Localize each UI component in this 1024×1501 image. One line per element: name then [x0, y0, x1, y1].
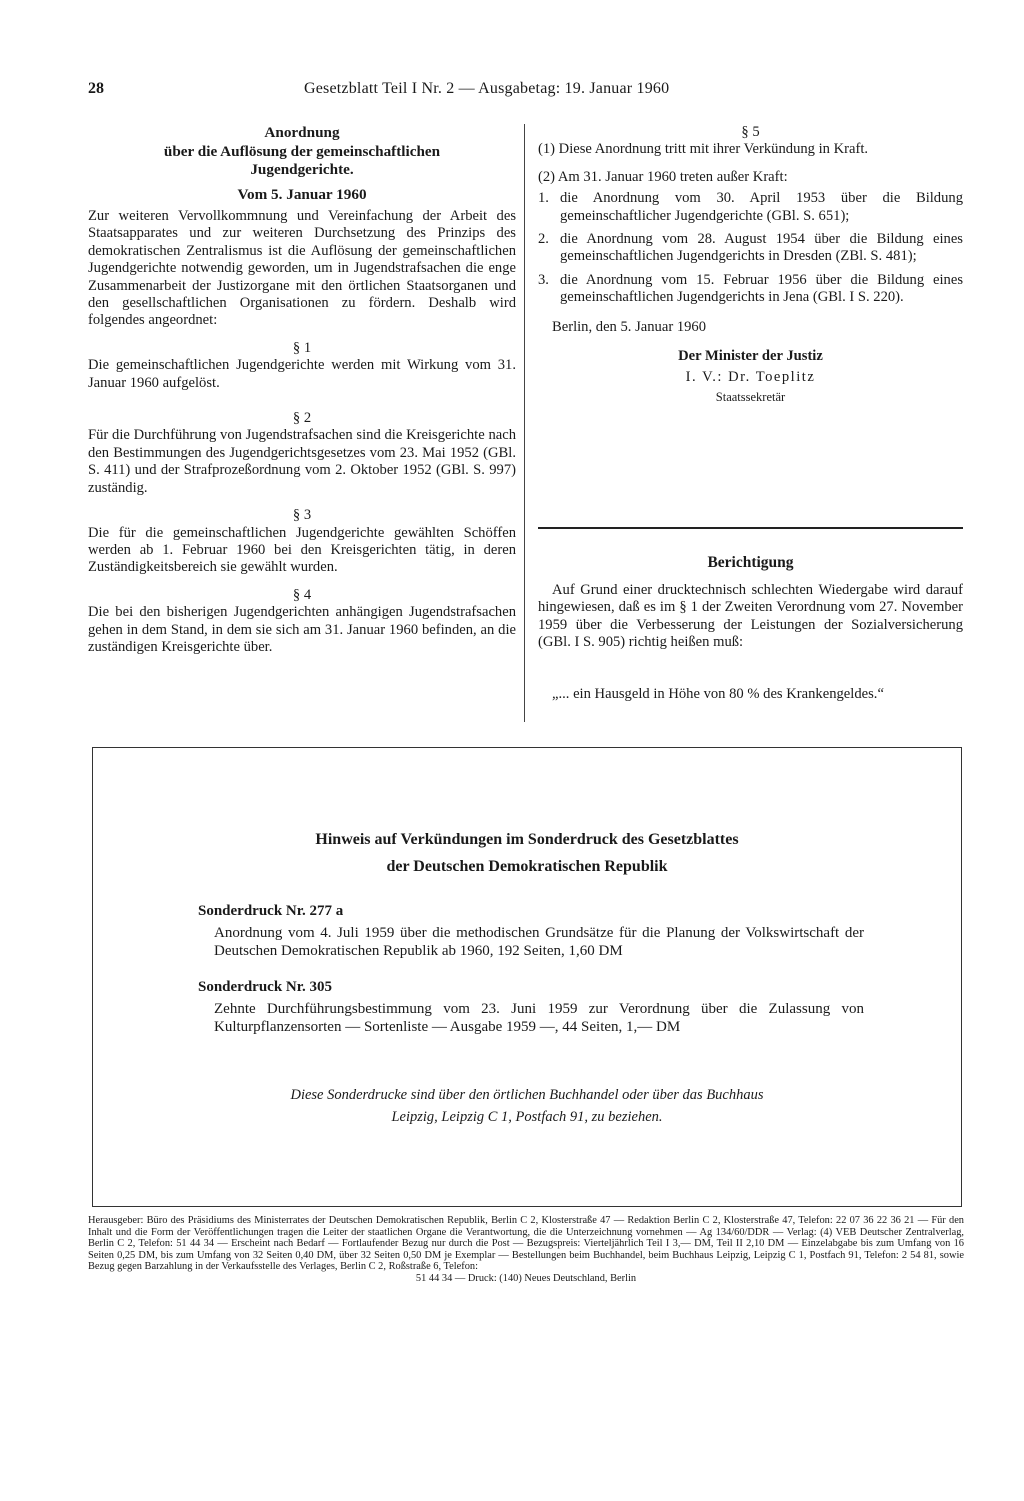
special-print-notice-box — [92, 747, 962, 1207]
signatory-name: I. V.: Dr. Toeplitz — [685, 369, 816, 386]
order-note-line2: Leipzig, Leipzig C 1, Postfach 91, zu beziehen. — [391, 1109, 663, 1125]
place-date: Berlin, den 5. Januar 1960 — [552, 318, 707, 335]
section-5-para2: (2) Am 31. Januar 1960 treten außer Kraft: — [538, 168, 788, 185]
notice-title-line2: der Deutschen Demokratischen Republik — [386, 858, 668, 875]
section-2-text: Für die Durchführung von Jugendstrafsachen sind die Kreisgerichte nach den Bestimmungen des Jugendgerichtsgesetzes vom 23. Mai 1952 (GBl. S. 411) und der Strafprozeßordnung vom 2. Oktober 1952 (GBl. S. 997) zuständig. — [88, 427, 516, 496]
special-print-305-label: Sonderdruck Nr. 305 — [198, 979, 333, 995]
section-4-text: Die bei den bisherigen Jugendgerichten anhängigen Jugendstrafsachen gehen in dem Stand, in dem sie sich am 31. Januar 1960 befinden, an die zuständigen Kreisgerichte über. — [88, 604, 516, 655]
order-title-line3: Jugendgerichte. — [250, 161, 354, 178]
running-head: Gesetzblatt Teil I Nr. 2 — Ausgabetag: 19. Januar 1960 — [304, 80, 670, 97]
repealed-list — [538, 190, 963, 306]
special-print-277a-label: Sonderdruck Nr. 277 a — [198, 903, 344, 919]
section-3-text: Die für die gemeinschaftlichen Jugendgerichte gewählten Schöffen werden ab 1. Februar 1960 bei den Kreisgerichten tätig, in deren Zuständigkeitsbereich sie gewählt wurden. — [88, 524, 516, 576]
special-print-277a-text: Anordnung vom 4. Juli 1959 über die methodischen Grundsätze für die Planung der Volkswirtschaft der Deutschen Demokratischen Republik ab 1960, 192 Seiten, 1,60 DM — [214, 925, 864, 959]
preamble: Zur weiteren Vervollkommnung und Vereinfachung der Arbeit des Staatsapparates und zur weiteren Durchsetzung des Prinzips des demokratischen Zentralismus ist die Auflösung der gemeinschaftlichen Jugendgerichte notwendig geworden, um in Jugendstrafsachen die enge Zusammenarbeit der Justizorgane mit den örtlichen Staatsorganen und den gesellschaftlichen Organisationen zu fördern. Deshalb wird folgendes angeordnet: — [88, 208, 516, 329]
imprint-text: Herausgeber: Büro des Präsidiums des Ministerrates der Deutschen Demokratischen Republik, Berlin C 2, Klosterstraße 47 — Redaktion Berlin C 2, Klosterstraße 47, Telefon: 22 07 36 22 36 21 — Für den Inhalt und die Form der Veröffentlichungen tragen die Leiter der staatlichen Organe die Verantwortung, die die Unterzeichnung vornehmen — Ag 134/60/DDR — Verlag: (4) VEB Deutscher Zentralverlag, Berlin C 2, Telefon: 51 44 34 — Erscheint nach Bedarf — Fortlaufender Bezug nur durch die Post — Bezugspreis: Vierteljährlich Teil I 3,— DM, Teil II 2,10 DM — Einzelabgabe bis zum Umfang von 16 Seiten 0,25 DM, bis zum Umfang von 32 Seiten 0,40 DM, über 32 Seiten 0,50 DM je Exemplar — Bestellungen beim Buchhandel, beim Buchhaus Leipzig, Leipzig C 1, Postfach 91, Telefon: 2 54 81, sowie Bezug gegen Barzahlung in der Verkaufsstelle des Verlages, Berlin C 2, Roßstraße 6, Telefon: — [88, 1215, 964, 1273]
order-note-line1: Diese Sonderdrucke sind über den örtlichen Buchhandel oder über das Buchhaus — [290, 1087, 764, 1103]
section-2-heading: § 2 — [292, 410, 312, 427]
section-5-para1: (1) Diese Anordnung tritt mit ihrer Verkündung in Kraft. — [538, 141, 869, 158]
correction-title: Berichtigung — [707, 554, 794, 571]
section-divider — [538, 527, 963, 529]
correction-text: Auf Grund einer drucktechnisch schlechten Wiedergabe wird darauf hingewiesen, daß es im § 1 der Zweiten Verordnung vom 27. November 1959 über die Verbesserung der Leistungen der Sozialversicherung (GBl. I S. 905) richtig heißen muß: — [538, 582, 963, 651]
list-item: 2. die Anordnung vom 28. August 1954 über die Bildung eines gemeinschaftlichen Jugendgerichts in Dresden (ZBl. S. 481); — [538, 231, 963, 265]
signatory-title: Staatssekretär — [715, 389, 786, 404]
imprint-footer — [88, 1215, 964, 1285]
minister-title: Der Minister der Justiz — [678, 348, 823, 365]
special-print-305-text: Zehnte Durchführungsbestimmung vom 23. Juni 1959 zur Verordnung über die Zulassung von Kulturpflanzensorten — Sortenliste — Ausgabe 1959 —, 44 Seiten, 1,— DM — [214, 1001, 864, 1035]
correction-quote: „... ein Hausgeld in Höhe von 80 % des Krankengeldes.“ — [552, 686, 884, 702]
order-date: Vom 5. Januar 1960 — [237, 185, 367, 203]
column-divider — [524, 124, 525, 722]
notice-title-line1: Hinweis auf Verkündungen im Sonderdruck des Gesetzblattes — [315, 831, 739, 848]
section-1-text: Die gemeinschaftlichen Jugendgerichte werden mit Wirkung vom 31. Januar 1960 aufgelöst. — [88, 357, 516, 391]
left-column — [88, 124, 516, 656]
right-column — [538, 124, 963, 702]
section-5-heading: § 5 — [741, 124, 760, 140]
section-4-heading: § 4 — [292, 586, 312, 603]
list-item: 3. die Anordnung vom 15. Februar 1956 über die Bildung eines gemeinschaftlichen Jugendgerichts in Jena (GBl. I S. 220). — [538, 271, 963, 306]
section-1-heading: § 1 — [292, 339, 312, 356]
section-3-heading: § 3 — [292, 507, 312, 524]
order-title-line1: Anordnung — [264, 124, 340, 141]
order-title-line2: über die Auflösung der gemeinschaftlichen — [163, 142, 441, 160]
list-item: 1. die Anordnung vom 30. April 1953 über die Bildung gemeinschaftlicher Jugendgerichte (GBl. S. 651); — [538, 190, 963, 224]
page-number: 28 — [88, 80, 104, 97]
imprint-last-line: 51 44 34 — Druck: (140) Neues Deutschland, Berlin — [415, 1272, 637, 1284]
